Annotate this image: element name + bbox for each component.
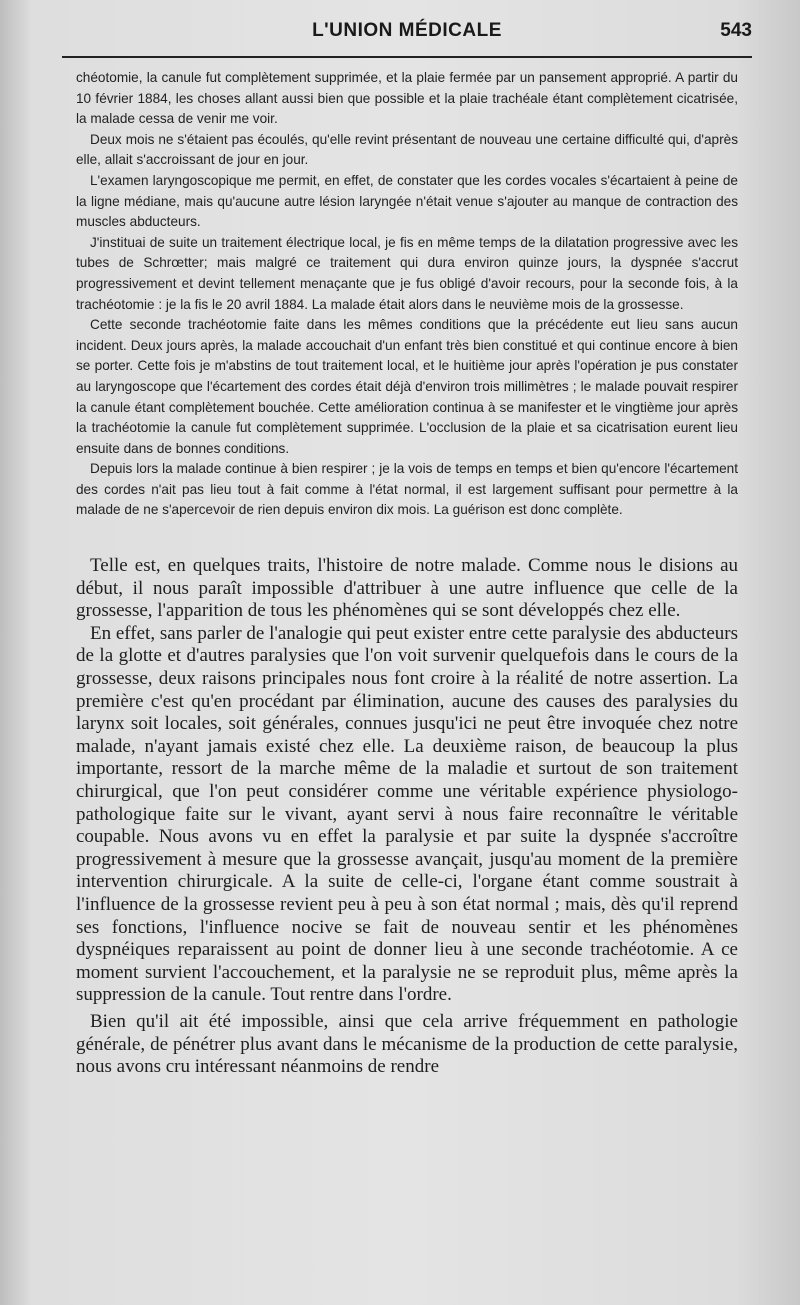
header-rule bbox=[62, 56, 752, 58]
discussion-large-type bbox=[76, 555, 738, 1079]
paragraph: Depuis lors la malade continue à bien respirer ; je la vois de temps en temps et bien qu'encore l'écartement des cordes n'ait pas lieu tout à fait comme à l'état normal, il est largement suffisant pour permettre à la malade de ne s'apercevoir de rien depuis environ dix mois. La guérison est donc complète. bbox=[76, 461, 738, 518]
paragraph: Bien qu'il ait été impossible, ainsi que cela arrive fréquemment en pathologie générale, de pénétrer plus avant dans le mécanisme de la production de cette paralysie, nous avons cru intéressant néanmoins de rendre bbox=[76, 1010, 738, 1078]
journal-title: L'UNION MÉDICALE bbox=[312, 20, 502, 41]
paragraph: En effet, sans parler de l'analogie qui peut exister entre cette paralysie des abducteurs de la glotte et d'autres paralysies que l'on voit survenir quelquefois dans le cours de la grossesse, deux raisons principales nous font croire à la réalité de notre assertion. La première c'est qu'en procédant par élimination, aucune des causes des paralysies du larynx soit locales, soit générales, connues jusqu'ici ne peut être invoquée chez notre malade, n'ayant jamais existé chez elle. La deuxième raison, de beaucoup la plus importante, ressort de la marche même de la maladie et surtout de son traitement chirurgical, que l'on peut considérer comme une véritable expérience physiologo-pathologique faite sur le vivant, ayant servi à nous faire reconnaître le véritable coupable. Nous avons vu en effet la paralysie et par suite la dyspnée s'accroître progressivement à mesure que la grossesse avançait, jusqu'au moment de la première intervention chirurgicale. A la suite de celle-ci, l'organe étant comme soustrait à l'influence de la grossesse revient peu à peu à son état normal ; mais, dès qu'il reprend ses fonctions, l'influence nocive se fait de nouveau sentir et les phénomènes dyspnéiques reparaissent au point de donner lieu à une seconde trachéotomie. A ce moment survient l'accouchement, et la paralysie ne se reproduit plus, même après la suppression de la canule. Tout rentre dans l'ordre. bbox=[76, 622, 738, 1006]
paragraph: L'examen laryngoscopique me permit, en effet, de constater que les cordes vocales s'écartaient à peine de la ligne médiane, mais qu'aucune autre lésion laryngée n'était venue s'ajouter au manque de contraction des muscles abducteurs. bbox=[76, 172, 738, 230]
article-body bbox=[76, 68, 738, 1079]
case-report-small-type bbox=[76, 68, 738, 521]
paragraph: Deux mois ne s'étaient pas écoulés, qu'elle revint présentant de nouveau une certaine difficulté qui, d'après elle, allait s'accroissant de jour en jour. bbox=[76, 131, 738, 168]
paragraph: Cette seconde trachéotomie faite dans les mêmes conditions que la précédente eut lieu sans aucun incident. Deux jours après, la malade accouchait d'un enfant très bien constitué et qui continue encore à bien se porter. Cette fois je m'abstins de tout traitement local, et le huitième jour après l'opération je pus constater au laryngoscope que l'écartement des cordes était déjà d'environ trois millimètres ; le malade pouvait respirer la canule étant complètement bouchée. Cette amélioration continua à se manifester et le vingtième jour après la trachéotomie la canule fut complètement supprimée. L'occlusion de la plaie et sa cicatrisation eurent lieu ensuite dans de bonnes conditions. bbox=[76, 317, 738, 456]
paragraph: J'instituai de suite un traitement électrique local, je fis en même temps de la dilatation progressive avec les tubes de Schrœtter; mais malgré ce traitement qui dura environ quinze jours, la dyspnée s'accrut progressivement et devint tellement menaçante que je fus obligé d'avoir recours, pour la seconde fois, à la trachéotomie : je la fis le 20 avril 1884. La malade était alors dans le neuvième mois de la grossesse. bbox=[76, 234, 738, 312]
paragraph: Telle est, en quelques traits, l'histoire de notre malade. Comme nous le disions au début, il nous paraît impossible d'attribuer à une autre influence que celle de la grossesse, l'apparition de tous les phénomènes qui se sont développés chez elle. bbox=[76, 555, 738, 622]
page-number: 543 bbox=[720, 20, 752, 41]
running-header bbox=[62, 20, 752, 50]
paragraph: chéotomie, la canule fut complètement supprimée, et la plaie fermée par un pansement approprié. A partir du 10 février 1884, les choses allant aussi bien que possible et la plaie trachéale étant complètement cicatrisée, la malade cessa de venir me voir. bbox=[76, 70, 738, 127]
